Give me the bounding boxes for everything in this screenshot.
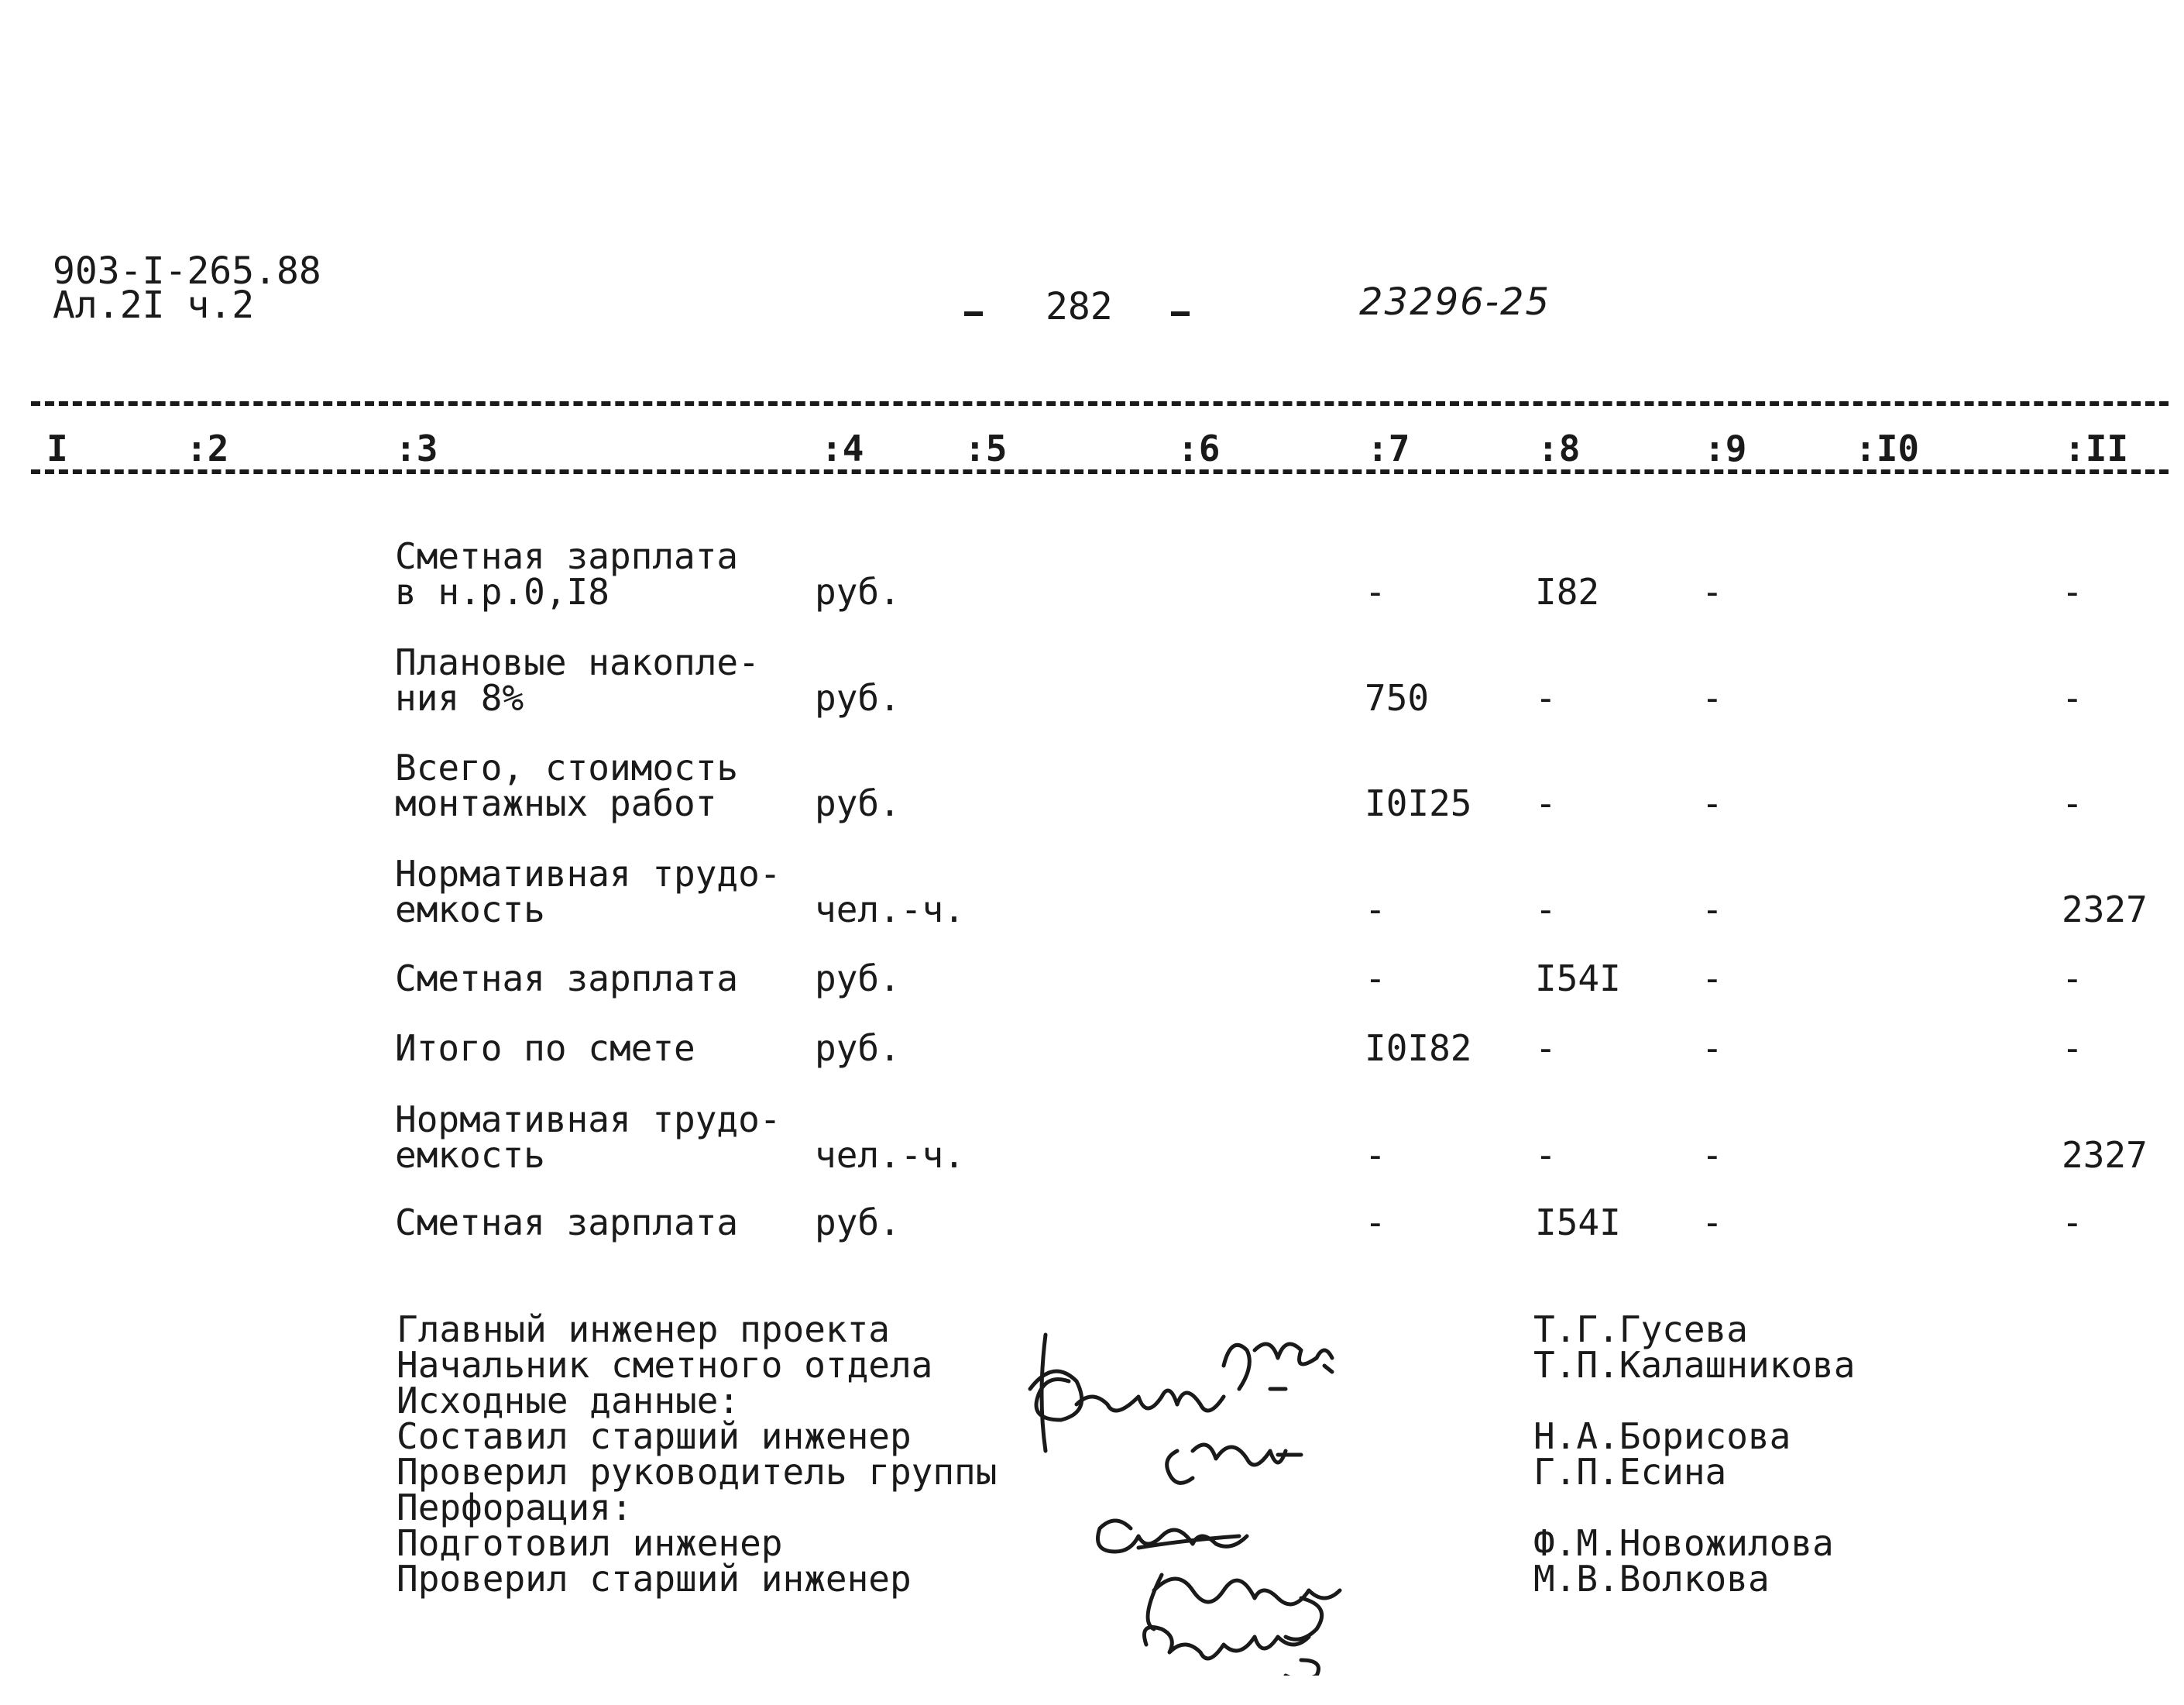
column-number-6: :6 (1177, 428, 1221, 469)
row-unit: чел.-ч. (815, 889, 965, 930)
row-col7: - (1365, 1134, 1386, 1176)
row-col11: - (2062, 1027, 2083, 1069)
row-label: Нормативная трудо- емкость (395, 1098, 781, 1176)
row-col8: I54I (1535, 957, 1621, 999)
signoff-name: Т.Г.Гусева (1533, 1308, 1748, 1350)
row-col7: - (1365, 957, 1386, 999)
column-number-7: :7 (1367, 428, 1410, 469)
signoff-role: Подготовил инженер (397, 1522, 783, 1564)
row-label: Итого по смете (395, 1027, 695, 1069)
column-number-3: :3 (395, 428, 438, 469)
row-col7: - (1365, 571, 1386, 613)
handwritten-signatures (1022, 1290, 1456, 1705)
row-col9: - (1702, 957, 1723, 999)
row-label: Сметная зарплата (395, 1201, 739, 1243)
column-number-10: :I0 (1855, 428, 1920, 469)
table-header-rule (31, 469, 2169, 474)
row-col11: - (2062, 782, 2083, 824)
row-col8: I82 (1535, 571, 1600, 613)
column-number-4: :4 (821, 428, 864, 469)
row-col8: - (1535, 677, 1557, 719)
table-top-rule (31, 401, 2169, 406)
row-col9: - (1702, 1201, 1723, 1243)
signoff-name: Н.А.Борисова (1533, 1415, 1791, 1457)
row-unit: чел.-ч. (815, 1134, 965, 1176)
row-col7: - (1365, 1201, 1386, 1243)
signoff-role: Перфорация: (397, 1487, 633, 1528)
row-col8: - (1535, 1134, 1557, 1176)
row-unit: руб. (815, 571, 901, 613)
row-unit: руб. (815, 1027, 901, 1069)
column-number-5: :5 (964, 428, 1008, 469)
row-col7: I0I82 (1365, 1027, 1472, 1069)
row-col9: - (1702, 782, 1723, 824)
row-col8: I54I (1535, 1201, 1621, 1243)
signoff-name: Ф.М.Новожилова (1533, 1522, 1834, 1564)
signoff-name: Т.П.Калашникова (1533, 1344, 1856, 1386)
page-number-dash-right (1171, 311, 1190, 316)
row-col8: - (1535, 1027, 1557, 1069)
row-label: Сметная зарплата в н.р.0,I8 (395, 535, 739, 613)
row-unit: руб. (815, 957, 901, 999)
row-col7: 750 (1365, 677, 1430, 719)
row-col11: - (2062, 571, 2083, 613)
signoff-name: Г.П.Есина (1533, 1451, 1727, 1493)
row-label: Плановые накопле- ния 8% (395, 641, 760, 719)
row-col9: - (1702, 1134, 1723, 1176)
row-col9: - (1702, 571, 1723, 613)
row-col8: - (1535, 889, 1557, 930)
row-col9: - (1702, 1027, 1723, 1069)
row-col11: 2327 (2062, 889, 2148, 930)
page-number-dash-left (964, 311, 983, 316)
row-label: Всего, стоимость монтажных работ (395, 747, 739, 824)
row-col7: - (1365, 889, 1386, 930)
signoff-role: Проверил руководитель группы (397, 1451, 998, 1493)
row-unit: руб. (815, 782, 901, 824)
row-unit: руб. (815, 1201, 901, 1243)
signoff-role: Составил старший инженер (397, 1415, 912, 1457)
column-number-9: :9 (1704, 428, 1747, 469)
page-number: 282 (1046, 285, 1113, 328)
document-code: 903-I-265.88 (53, 249, 321, 293)
sheet-label: Ал.2I ч.2 (53, 284, 255, 327)
row-col8: - (1535, 782, 1557, 824)
row-col11: - (2062, 677, 2083, 719)
row-col9: - (1702, 889, 1723, 930)
row-label: Нормативная трудо- емкость (395, 853, 781, 930)
column-number-8: :8 (1537, 428, 1581, 469)
row-col11: - (2062, 1201, 2083, 1243)
row-col7: I0I25 (1365, 782, 1472, 824)
row-unit: руб. (815, 677, 901, 719)
row-label: Сметная зарплата (395, 957, 739, 999)
column-number-2: :2 (186, 428, 229, 469)
signoff-role: Проверил старший инженер (397, 1558, 912, 1600)
row-col11: - (2062, 957, 2083, 999)
handwritten-archive-number: 23296-25 (1359, 280, 1551, 324)
column-number-11: :II (2064, 428, 2129, 469)
row-col11: 2327 (2062, 1134, 2148, 1176)
column-number-1: I (46, 428, 68, 469)
signoff-name: М.В.Волкова (1533, 1558, 1770, 1600)
row-col9: - (1702, 677, 1723, 719)
signoff-role: Начальник сметного отдела (397, 1344, 933, 1386)
signoff-role: Главный инженер проекта (397, 1308, 890, 1350)
signoff-role: Исходные данные: (397, 1380, 740, 1421)
